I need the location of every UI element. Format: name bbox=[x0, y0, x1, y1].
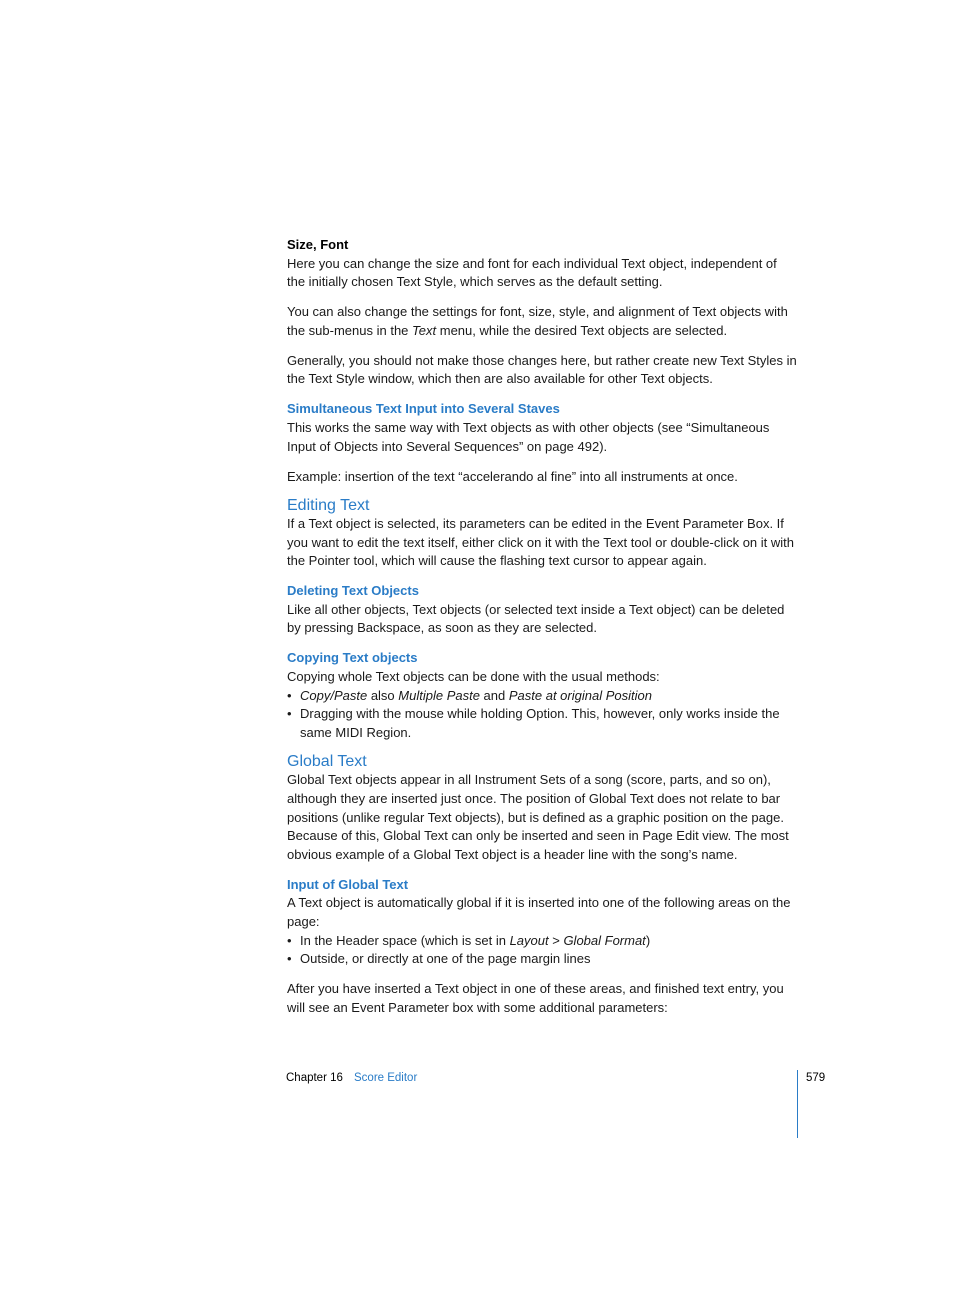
simultaneous-heading: Simultaneous Text Input into Several Staves bbox=[287, 401, 560, 417]
page-content bbox=[287, 236, 797, 1017]
bullet-glyph: • bbox=[287, 951, 292, 967]
global-text-heading: Global Text bbox=[287, 753, 367, 771]
text-run: You can also change the settings for font, size, style, and alignment of Text objects with the sub-menus in the bbox=[287, 304, 788, 338]
text-run: Paste at original Position bbox=[508, 687, 652, 703]
text-menu-reference: Text bbox=[412, 322, 437, 338]
input-global-paragraph-1: A Text object is automatically global if it is inserted into one of the following areas on the page: bbox=[287, 895, 791, 929]
footer-chapter: Chapter 16 bbox=[286, 1072, 343, 1084]
list-item bbox=[287, 932, 797, 951]
deleting-paragraph: Like all other objects, Text objects (or selected text inside a Text object) can be deleted by pressing Backspace, as soon as they are selected. bbox=[287, 601, 785, 636]
text-run: Multiple Paste bbox=[398, 687, 480, 703]
input-global-bullet-list bbox=[287, 932, 797, 969]
size-font-paragraph-2 bbox=[287, 303, 797, 340]
list-item bbox=[287, 950, 797, 969]
list-item bbox=[287, 705, 797, 742]
text-run: Layout bbox=[509, 932, 549, 948]
size-font-paragraph-3: Generally, you should not make those changes here, but rather create new Text Styles in the Text Style window, which then are also available for other Text objects. bbox=[287, 352, 797, 387]
text-run: Global Format bbox=[563, 932, 646, 948]
text-run: > bbox=[548, 932, 564, 948]
input-global-heading: Input of Global Text bbox=[287, 876, 409, 892]
deleting-heading: Deleting Text Objects bbox=[287, 583, 419, 599]
editing-text-heading: Editing Text bbox=[287, 497, 370, 515]
text-run: Dragging with the mouse while holding Option. This, however, only works inside the same MIDI Region. bbox=[300, 706, 780, 740]
input-global-paragraph-2: After you have inserted a Text object in one of these areas, and finished text entry, you will see an Event Parameter box with some additional parameters: bbox=[287, 981, 784, 1015]
text-run: In the Header space (which is set in bbox=[300, 932, 510, 948]
copying-bullet-list bbox=[287, 687, 797, 743]
text-run: and bbox=[479, 687, 509, 703]
footer-section-link[interactable]: Score Editor bbox=[354, 1072, 418, 1084]
list-item bbox=[287, 687, 797, 706]
size-font-paragraph-1: Here you can change the size and font for each individual Text object, independent of the initially chosen Text Style, which serves as the default setting. bbox=[287, 255, 777, 290]
text-run: Copy/Paste bbox=[300, 687, 368, 703]
global-text-paragraph: Global Text objects appear in all Instrument Sets of a song (score, parts, and so on), although they are inserted just once. The position of Global Text does not relate to bar positions (unlike regular Text objects), but is defined as a graphic position on the page. Because of this, Global Text can only be inserted and seen in Page Edit view. The most obvious example of a Global Text object is a header line with the song’s name. bbox=[287, 772, 789, 862]
footer-divider bbox=[797, 1070, 798, 1138]
copying-paragraph: Copying whole Text objects can be done with the usual methods: bbox=[287, 669, 660, 685]
bullet-glyph: • bbox=[287, 706, 292, 722]
simultaneous-paragraph-1: This works the same way with Text objects as with other objects (see “Simultaneous Input of Objects into Several Sequences” on page 492). bbox=[287, 419, 770, 454]
text-run: ) bbox=[645, 932, 651, 948]
bullet-glyph: • bbox=[287, 932, 292, 948]
simultaneous-paragraph-2: Example: insertion of the text “accelerando al fine” into all instruments at once. bbox=[287, 468, 738, 484]
text-run: menu, while the desired Text objects are selected. bbox=[436, 322, 728, 338]
size-font-heading: Size, Font bbox=[287, 237, 349, 252]
text-run: Outside, or directly at one of the page margin lines bbox=[300, 951, 591, 967]
text-run: also bbox=[367, 687, 399, 703]
editing-text-paragraph: If a Text object is selected, its parameters can be edited in the Event Parameter Box. If you want to edit the text itself, either click on it with the Text tool or double-click on it with the Pointer tool, which will cause the flashing text cursor to appear again. bbox=[287, 516, 795, 569]
copying-heading: Copying Text objects bbox=[287, 650, 418, 666]
bullet-glyph: • bbox=[287, 687, 292, 703]
page-number: 579 bbox=[806, 1072, 826, 1084]
